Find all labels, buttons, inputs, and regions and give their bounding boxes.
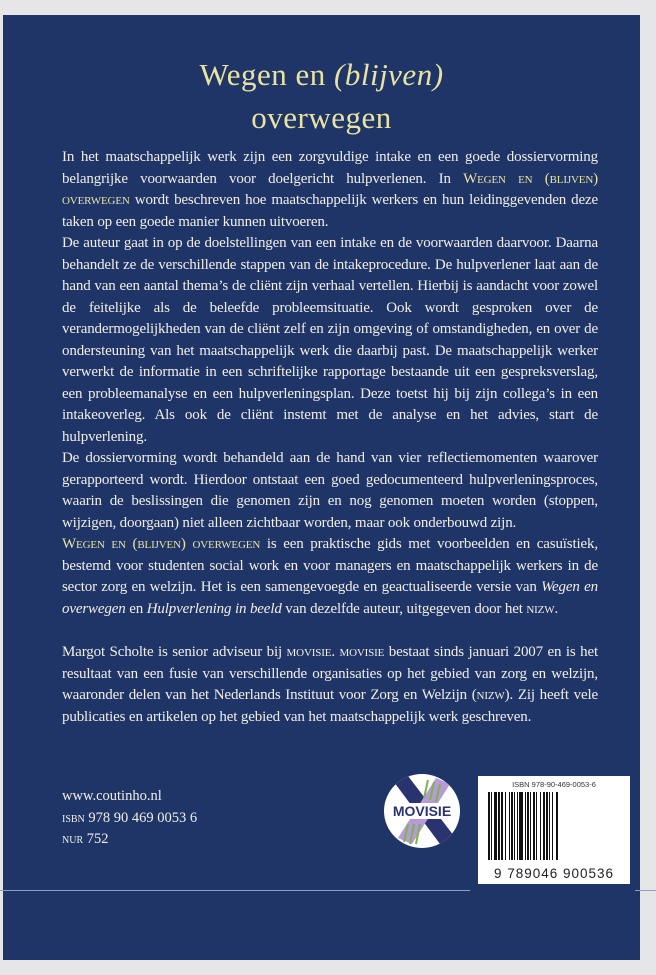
isbn-label: isbn (62, 809, 85, 826)
text: bestaat sinds januari 2007 en is het resultaat van een fusie van verschillende organisaties op het gebied van zorg en welzijn, waaronder delen van het Nederlands Instituut voor Zorg en Welzijn ( (62, 644, 598, 703)
cover-footer (62, 778, 640, 898)
title-plain: Wegen en (199, 57, 335, 92)
abbr: nizw (526, 600, 555, 617)
abbr: movisie (339, 644, 385, 660)
description-paragraph-4 (62, 534, 598, 620)
abbr: movisie (286, 644, 332, 660)
description (62, 147, 598, 728)
isbn-line (62, 808, 197, 830)
book-title-line1 (3, 15, 640, 96)
logo-text: MOVISIE (392, 803, 452, 819)
text: van dezelfde auteur, uitgegeven door het (281, 600, 527, 617)
description-paragraph-2: De auteur gaat in op de doelstellingen van een intake en de voorwaarden daarvoor. Daarna behandelt ze de verschillende stappen van de intakeprocedure. De hulpverlener laat aan de hand van een aantal thema’s de cliënt zijn verhaal vertellen. Hierbij is aandacht voor zowel de feitelijke als de beleefde probleemsituatie. Ook wordt gesproken over de verandermogelijkheden van de cliënt zelf en zijn omgeving of omstandigheden, en over de ondersteuning van het maatschappelijk werk die daarbij past. De maatschappelijk werker verwerkt de informatie in een schriftelijke rapportage bestaande uit een gespreksverslag, een probleemanalyse en een hulpverleningsplan. Deze toetst hij bij zijn collega’s in een intakeoverleg. Als ook de cliënt instemt met de analyse en het advies, start de hulpverlening. (62, 235, 598, 445)
text: wordt beschreven hoe maatschappelijk werkers en hun leidinggevenden deze taken op een goede manier kunnen uitvoeren. (62, 192, 598, 230)
description-paragraph-3: De dossiervorming wordt behandeld aan de hand van vier reflectiemomenten waarover gerapporteerd wordt. Hierdoor ontstaat een goed gedocumenteerd hulpverleningsproces, waarin de beslissingen die genomen zijn en nog genomen moeten worden (stoppen, wijzigen, doorgaan) niet alleen zichtbaar worden, maar ook onderbouwd zijn. (62, 450, 598, 531)
italic-title: Hulpverlening in beeld (146, 600, 282, 617)
author-bio (62, 642, 598, 728)
text: ). Zij heeft vele publicaties en artikelen op het gebied van het maatschappelijk werk geschreven. (62, 687, 599, 725)
book-back-cover (3, 15, 640, 960)
divider-line (0, 890, 470, 891)
movisie-logo (384, 774, 460, 848)
abbr: nizw (476, 687, 505, 703)
nur-line (62, 829, 197, 851)
barcode-number: 9 789046 900536 (493, 866, 615, 881)
text: . (554, 600, 559, 617)
text: In het maatschappelijk werk zijn een zorgvuldige intake en een goede dossiervorming belangrijke voorwaarden voor doelgericht hulpverlenen. In (62, 149, 598, 187)
book-title-smallcaps: Wegen en (blijven) overwegen (62, 536, 261, 552)
nur-label: nur (62, 831, 84, 847)
website[interactable]: www.coutinho.nl (62, 788, 162, 804)
divider-line (635, 890, 656, 891)
text: Margot Scholte is senior adviseur bij (62, 644, 287, 660)
movisie-logo-icon (384, 774, 460, 848)
description-paragraph-1 (62, 147, 598, 233)
barcode-gap (558, 792, 559, 860)
barcode-bars (488, 792, 620, 860)
isbn-value: 978 90 469 0053 6 (88, 809, 198, 826)
barcode-isbn-text: ISBN 978-90-469-0053-6 (512, 780, 596, 789)
italic-title: Wegen en overwegen (62, 579, 598, 617)
book-title-smallcaps: Wegen en (blijven) overwegen (62, 170, 598, 208)
isbn-barcode (478, 776, 630, 884)
text: is een praktische gids met voorbeelden en casuïstiek, bestemd voor studenten social work en voor managers en maatschappelijk werkers in de sector zorg en welzijn. Het is een samengevoegde en geactualiseerde versie van (62, 536, 598, 595)
publisher-info (62, 786, 197, 851)
title-italic: (blijven) (334, 57, 444, 92)
text: en (125, 600, 147, 617)
nur-value: 752 (86, 831, 109, 847)
text: . (331, 644, 340, 660)
book-title-line2: overwegen (251, 100, 392, 135)
